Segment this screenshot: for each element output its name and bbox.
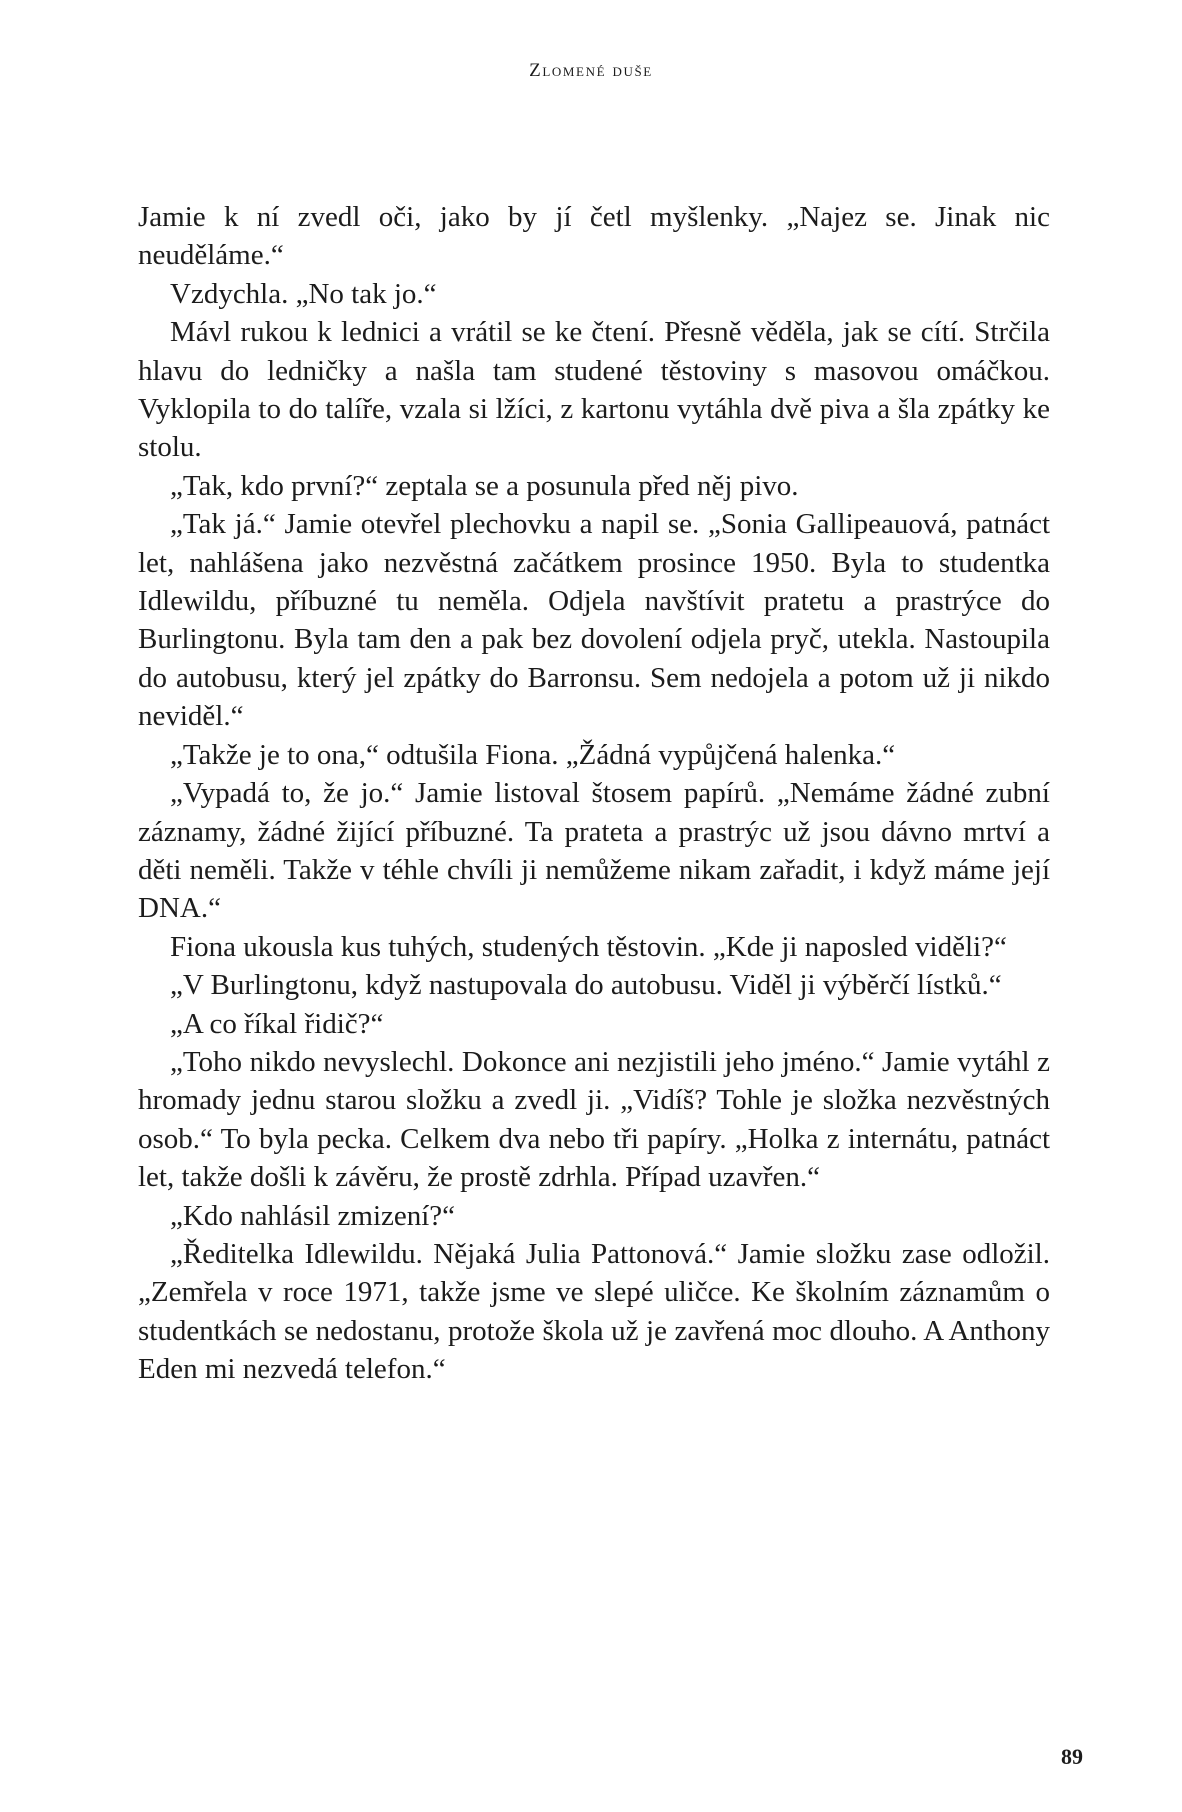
page-number: 89 (1061, 1744, 1083, 1769)
paragraph: Jamie k ní zvedl oči, jako by jí četl myšlenky. „Najez se. Jinak nic neuděláme.“ (138, 201, 1050, 272)
paragraph: Fiona ukousla kus tuhých, studených těstovin. „Kde ji naposled viděli?“ (170, 930, 1007, 963)
paragraph: Mávl rukou k lednici a vrátil se ke čtení. Přesně věděla, jak se cítí. Strčila hlavu do ledničky a našla tam studené těstoviny s masovou omáčkou. Vyklopila to do talíře, vzala si lžíci, z kartonu vytáhla dvě piva a šla zpátky ke stolu. (138, 316, 1050, 464)
paragraph: „Tak, kdo první?“ zeptala se a posunula před něj pivo. (170, 469, 799, 502)
running-head: Zlomené duše (529, 60, 653, 81)
paragraph: Vzdychla. „No tak jo.“ (170, 277, 437, 310)
paragraph: „V Burlingtonu, když nastupovala do autobusu. Viděl ji výběrčí lístků.“ (170, 969, 1002, 1002)
paragraph: „Takže je to ona,“ odtušila Fiona. „Žádná vypůjčená halenka.“ (170, 738, 896, 771)
paragraph: „Ředitelka Idlewildu. Nějaká Julia Pattonová.“ Jamie složku zase odložil. „Zemřela v roce 1971, takže jsme ve slepé uličce. Ke školním záznamům o studentkách se nedostanu, protože škola už je zavřená moc dlouho. A Anthony Eden mi nezvedá telefon.“ (138, 1237, 1050, 1386)
paragraph: „A co říkal řidič?“ (170, 1007, 384, 1040)
body-text (138, 198, 1050, 1389)
paragraph: „Tak já.“ Jamie otevřel plechovku a napil se. „Sonia Gallipeauová, patnáct let, nahlášena jako nezvěstná začátkem prosince 1950. Byla to studentka Idlewildu, příbuzné tu neměla. Odjela navštívit pratetu a prastrýce do Burlingtonu. Byla tam den a pak bez dovolení odjela pryč, utekla. Nastoupila do autobusu, který jel zpátky do Barronsu. Sem nedojela a potom už ji nikdo neviděl.“ (138, 508, 1050, 733)
paragraph: „Toho nikdo nevyslechl. Dokonce ani nezjistili jeho jméno.“ Jamie vytáhl z hromady jednu starou složku a zvedl ji. „Vidíš? Tohle je složka nezvěstných osob.“ To byla pecka. Celkem dva nebo tři papíry. „Holka z internátu, patnáct let, takže došli k závěru, že prostě zdrhla. Případ uzavřen.“ (138, 1045, 1050, 1194)
paragraph: „Vypadá to, že jo.“ Jamie listoval štosem papírů. „Nemáme žádné zubní záznamy, žádné žijící příbuzné. Ta prateta a prastrýc už jsou dávno mrtví a děti neměli. Takže v téhle chvíli ji nemůžeme nikam zařadit, i když máme její DNA.“ (138, 777, 1050, 925)
paragraph: „Kdo nahlásil zmizení?“ (170, 1199, 456, 1232)
